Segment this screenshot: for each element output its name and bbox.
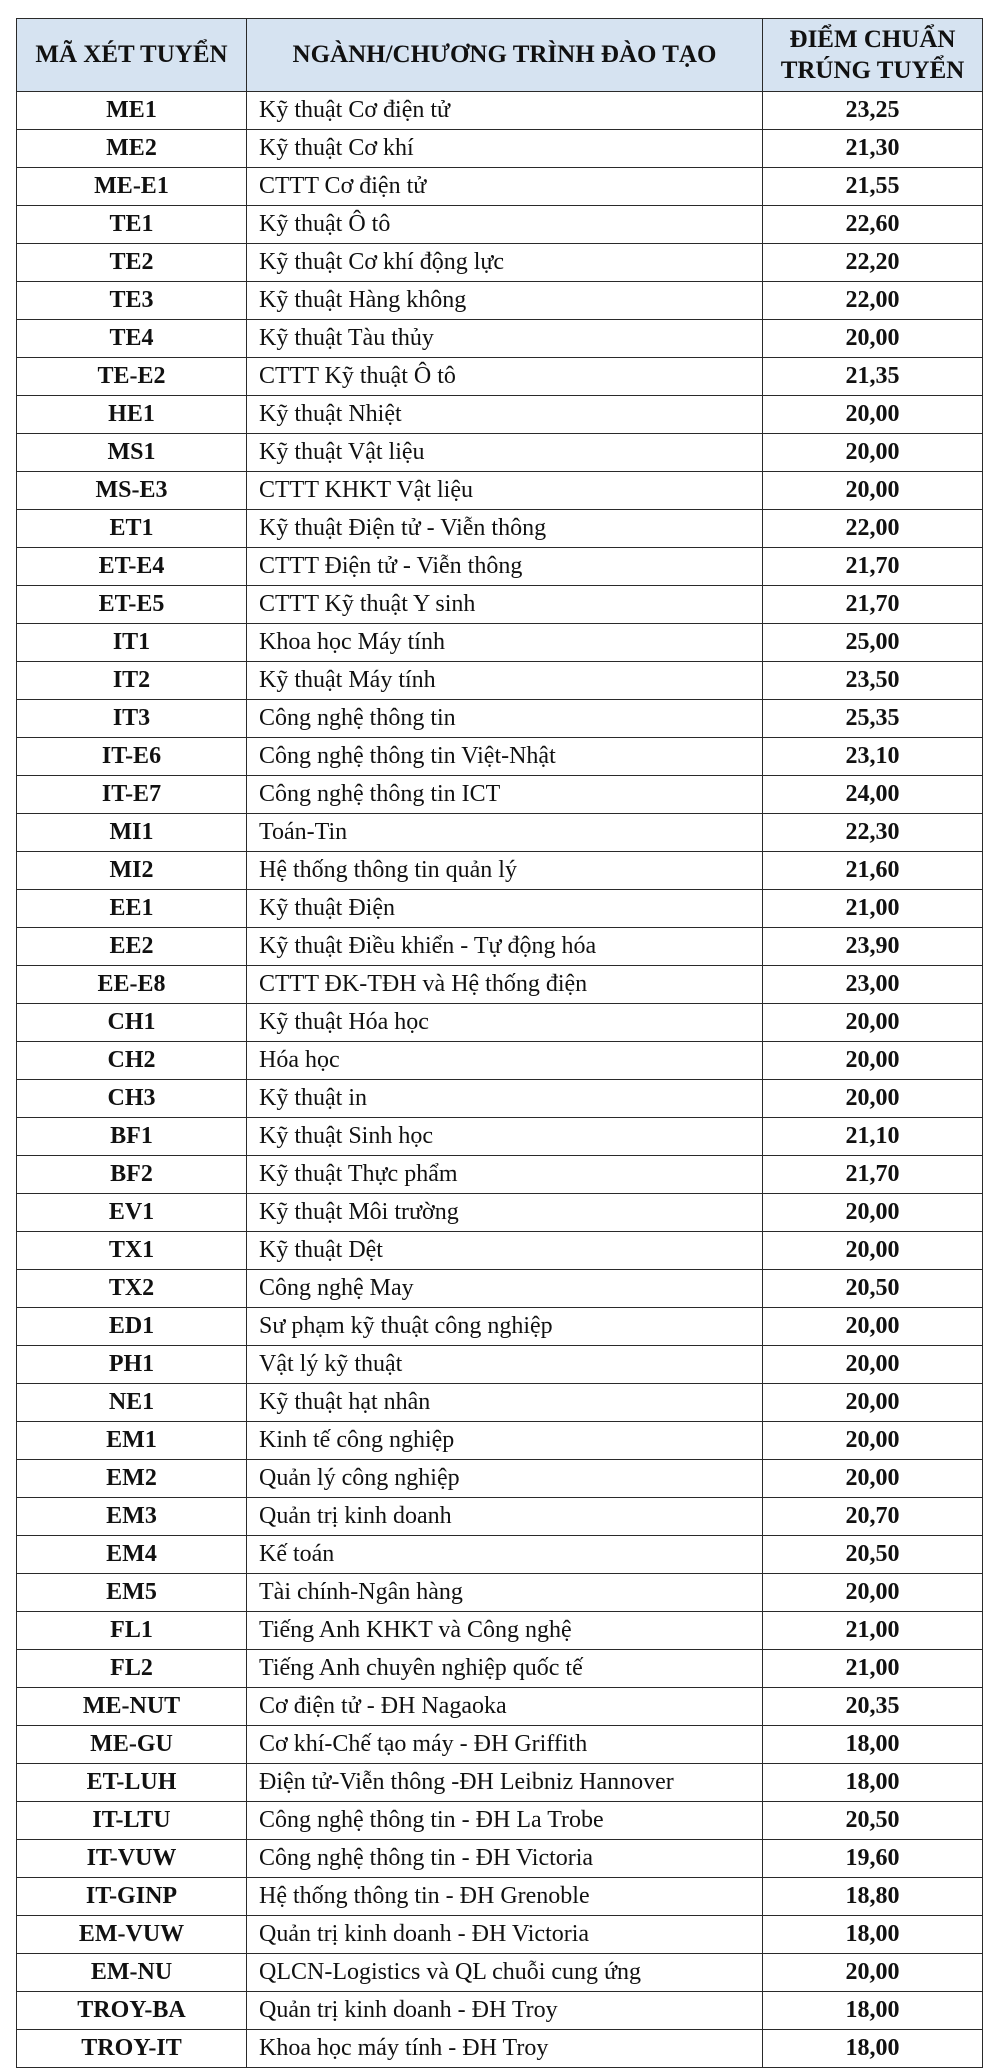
table-row	[17, 282, 983, 320]
program-name-cell: Tài chính-Ngân hàng	[247, 1574, 763, 1612]
program-name-cell: Kỹ thuật hạt nhân	[247, 1384, 763, 1422]
program-code-cell: CH2	[17, 1042, 247, 1080]
program-name-cell: Kỹ thuật Điện	[247, 890, 763, 928]
program-code-cell: TE-E2	[17, 358, 247, 396]
cutoff-score-cell: 21,70	[763, 548, 983, 586]
program-code-cell: BF2	[17, 1156, 247, 1194]
cutoff-score-cell: 20,00	[763, 396, 983, 434]
program-code-cell: ED1	[17, 1308, 247, 1346]
program-code-cell: EM4	[17, 1536, 247, 1574]
program-code-cell: MI1	[17, 814, 247, 852]
program-name-cell: Kỹ thuật Cơ khí động lực	[247, 244, 763, 282]
table-row	[17, 1688, 983, 1726]
table-row	[17, 852, 983, 890]
program-name-cell: Điện tử-Viễn thông -ĐH Leibniz Hannover	[247, 1764, 763, 1802]
table-row	[17, 168, 983, 206]
program-code-cell: EM-NU	[17, 1954, 247, 1992]
table-row	[17, 92, 983, 130]
header-program: NGÀNH/CHƯƠNG TRÌNH ĐÀO TẠO	[247, 19, 763, 92]
program-code-cell: MS-E3	[17, 472, 247, 510]
table-row	[17, 1308, 983, 1346]
program-name-cell: Khoa học Máy tính	[247, 624, 763, 662]
program-code-cell: EE1	[17, 890, 247, 928]
program-name-cell: Quản trị kinh doanh	[247, 1498, 763, 1536]
program-name-cell: Kỹ thuật Ô tô	[247, 206, 763, 244]
program-code-cell: IT-LTU	[17, 1802, 247, 1840]
program-code-cell: FL1	[17, 1612, 247, 1650]
cutoff-score-cell: 24,00	[763, 776, 983, 814]
cutoff-score-cell: 21,60	[763, 852, 983, 890]
cutoff-score-cell: 18,00	[763, 1992, 983, 2030]
cutoff-score-cell: 20,00	[763, 1574, 983, 1612]
table-row	[17, 776, 983, 814]
program-code-cell: FL2	[17, 1650, 247, 1688]
table-row	[17, 1612, 983, 1650]
table-row	[17, 1118, 983, 1156]
table-row	[17, 396, 983, 434]
program-name-cell: Công nghệ thông tin	[247, 700, 763, 738]
program-code-cell: EM1	[17, 1422, 247, 1460]
program-name-cell: Kỹ thuật Hóa học	[247, 1004, 763, 1042]
table-body	[17, 92, 983, 2068]
cutoff-score-cell: 20,00	[763, 1346, 983, 1384]
program-name-cell: Kỹ thuật Hàng không	[247, 282, 763, 320]
program-name-cell: QLCN-Logistics và QL chuỗi cung ứng	[247, 1954, 763, 1992]
cutoff-score-cell: 20,00	[763, 1232, 983, 1270]
table-row	[17, 130, 983, 168]
program-code-cell: EE2	[17, 928, 247, 966]
program-code-cell: NE1	[17, 1384, 247, 1422]
program-name-cell: Quản lý công nghiệp	[247, 1460, 763, 1498]
program-name-cell: Kỹ thuật Thực phẩm	[247, 1156, 763, 1194]
program-name-cell: Công nghệ May	[247, 1270, 763, 1308]
program-name-cell: Kỹ thuật Sinh học	[247, 1118, 763, 1156]
program-code-cell: IT2	[17, 662, 247, 700]
table-row	[17, 1384, 983, 1422]
table-row	[17, 434, 983, 472]
cutoff-score-cell: 20,00	[763, 434, 983, 472]
program-name-cell: Toán-Tin	[247, 814, 763, 852]
cutoff-score-cell: 21,00	[763, 890, 983, 928]
table-header	[17, 19, 983, 92]
program-code-cell: CH1	[17, 1004, 247, 1042]
table-row	[17, 1004, 983, 1042]
program-name-cell: Tiếng Anh chuyên nghiệp quốc tế	[247, 1650, 763, 1688]
cutoff-score-cell: 21,10	[763, 1118, 983, 1156]
table-row	[17, 1042, 983, 1080]
program-name-cell: CTTT Kỹ thuật Y sinh	[247, 586, 763, 624]
table-row	[17, 1194, 983, 1232]
program-name-cell: Kỹ thuật Điều khiển - Tự động hóa	[247, 928, 763, 966]
cutoff-score-cell: 21,70	[763, 586, 983, 624]
program-code-cell: EM3	[17, 1498, 247, 1536]
cutoff-score-cell: 20,00	[763, 1042, 983, 1080]
header-code: MÃ XÉT TUYỂN	[17, 19, 247, 92]
cutoff-score-cell: 20,00	[763, 1460, 983, 1498]
program-name-cell: Công nghệ thông tin ICT	[247, 776, 763, 814]
program-code-cell: CH3	[17, 1080, 247, 1118]
program-name-cell: CTTT KHKT Vật liệu	[247, 472, 763, 510]
table-row	[17, 1574, 983, 1612]
cutoff-score-cell: 20,00	[763, 472, 983, 510]
program-name-cell: Kỹ thuật Điện tử - Viễn thông	[247, 510, 763, 548]
program-code-cell: TE3	[17, 282, 247, 320]
table-row	[17, 814, 983, 852]
program-name-cell: Kỹ thuật Nhiệt	[247, 396, 763, 434]
program-code-cell: TE1	[17, 206, 247, 244]
program-code-cell: ME1	[17, 92, 247, 130]
cutoff-score-cell: 22,00	[763, 510, 983, 548]
table-row	[17, 700, 983, 738]
table-row	[17, 738, 983, 776]
program-code-cell: MI2	[17, 852, 247, 890]
program-name-cell: Kỹ thuật Dệt	[247, 1232, 763, 1270]
program-name-cell: Vật lý kỹ thuật	[247, 1346, 763, 1384]
program-name-cell: Công nghệ thông tin Việt-Nhật	[247, 738, 763, 776]
program-code-cell: TROY-BA	[17, 1992, 247, 2030]
program-code-cell: MS1	[17, 434, 247, 472]
program-code-cell: ME2	[17, 130, 247, 168]
cutoff-score-cell: 23,25	[763, 92, 983, 130]
cutoff-score-cell: 18,00	[763, 1726, 983, 1764]
program-code-cell: ET-E4	[17, 548, 247, 586]
program-code-cell: ET1	[17, 510, 247, 548]
program-code-cell: EV1	[17, 1194, 247, 1232]
cutoff-score-cell: 20,50	[763, 1802, 983, 1840]
admission-scores-table	[16, 18, 983, 2068]
program-code-cell: HE1	[17, 396, 247, 434]
program-name-cell: Kỹ thuật Tàu thủy	[247, 320, 763, 358]
cutoff-score-cell: 20,00	[763, 1422, 983, 1460]
table-row	[17, 1270, 983, 1308]
program-code-cell: ME-E1	[17, 168, 247, 206]
table-row	[17, 1878, 983, 1916]
program-code-cell: IT-VUW	[17, 1840, 247, 1878]
table-row	[17, 472, 983, 510]
table-row	[17, 890, 983, 928]
program-code-cell: TE4	[17, 320, 247, 358]
table-row	[17, 1992, 983, 2030]
program-code-cell: IT-E6	[17, 738, 247, 776]
cutoff-score-cell: 18,00	[763, 1764, 983, 1802]
cutoff-score-cell: 20,50	[763, 1536, 983, 1574]
program-code-cell: IT3	[17, 700, 247, 738]
table-row	[17, 2030, 983, 2068]
table-row	[17, 1232, 983, 1270]
cutoff-score-cell: 23,90	[763, 928, 983, 966]
table-row	[17, 1460, 983, 1498]
program-code-cell: EM5	[17, 1574, 247, 1612]
program-code-cell: ET-E5	[17, 586, 247, 624]
program-name-cell: Kỹ thuật in	[247, 1080, 763, 1118]
cutoff-score-cell: 18,00	[763, 2030, 983, 2068]
table-row	[17, 1726, 983, 1764]
cutoff-score-cell: 20,50	[763, 1270, 983, 1308]
program-name-cell: Tiếng Anh KHKT và Công nghệ	[247, 1612, 763, 1650]
program-name-cell: Cơ điện tử - ĐH Nagaoka	[247, 1688, 763, 1726]
cutoff-score-cell: 20,00	[763, 1194, 983, 1232]
program-name-cell: CTTT Kỹ thuật Ô tô	[247, 358, 763, 396]
program-name-cell: Kỹ thuật Máy tính	[247, 662, 763, 700]
program-name-cell: CTTT Cơ điện tử	[247, 168, 763, 206]
cutoff-score-cell: 21,00	[763, 1650, 983, 1688]
cutoff-score-cell: 25,00	[763, 624, 983, 662]
program-name-cell: Kỹ thuật Môi trường	[247, 1194, 763, 1232]
program-code-cell: EE-E8	[17, 966, 247, 1004]
program-name-cell: Công nghệ thông tin - ĐH Victoria	[247, 1840, 763, 1878]
program-code-cell: TX1	[17, 1232, 247, 1270]
header-score: ĐIỂM CHUẨN TRÚNG TUYỂN	[763, 19, 983, 92]
cutoff-score-cell: 21,70	[763, 1156, 983, 1194]
program-code-cell: ME-NUT	[17, 1688, 247, 1726]
table-row	[17, 624, 983, 662]
program-code-cell: BF1	[17, 1118, 247, 1156]
cutoff-score-cell: 18,80	[763, 1878, 983, 1916]
cutoff-score-cell: 20,00	[763, 1384, 983, 1422]
table-row	[17, 662, 983, 700]
cutoff-score-cell: 20,00	[763, 1954, 983, 1992]
table-row	[17, 244, 983, 282]
program-code-cell: TE2	[17, 244, 247, 282]
table-row	[17, 928, 983, 966]
program-name-cell: Công nghệ thông tin - ĐH La Trobe	[247, 1802, 763, 1840]
program-name-cell: Hệ thống thông tin - ĐH Grenoble	[247, 1878, 763, 1916]
program-name-cell: Quản trị kinh doanh - ĐH Victoria	[247, 1916, 763, 1954]
table-row	[17, 1802, 983, 1840]
cutoff-score-cell: 22,20	[763, 244, 983, 282]
cutoff-score-cell: 25,35	[763, 700, 983, 738]
program-name-cell: Hóa học	[247, 1042, 763, 1080]
program-code-cell: IT-E7	[17, 776, 247, 814]
cutoff-score-cell: 21,55	[763, 168, 983, 206]
table-row	[17, 358, 983, 396]
cutoff-score-cell: 21,35	[763, 358, 983, 396]
program-name-cell: Kỹ thuật Cơ khí	[247, 130, 763, 168]
program-code-cell: EM2	[17, 1460, 247, 1498]
cutoff-score-cell: 23,50	[763, 662, 983, 700]
cutoff-score-cell: 19,60	[763, 1840, 983, 1878]
table-row	[17, 1498, 983, 1536]
cutoff-score-cell: 20,00	[763, 1080, 983, 1118]
program-name-cell: Sư phạm kỹ thuật công nghiệp	[247, 1308, 763, 1346]
table-row	[17, 1536, 983, 1574]
program-code-cell: TX2	[17, 1270, 247, 1308]
program-name-cell: Cơ khí-Chế tạo máy - ĐH Griffith	[247, 1726, 763, 1764]
table-row	[17, 1650, 983, 1688]
program-code-cell: EM-VUW	[17, 1916, 247, 1954]
table-row	[17, 1954, 983, 1992]
cutoff-score-cell: 20,35	[763, 1688, 983, 1726]
table-row	[17, 548, 983, 586]
program-code-cell: TROY-IT	[17, 2030, 247, 2068]
program-name-cell: CTTT Điện tử - Viễn thông	[247, 548, 763, 586]
admission-scores-table-wrapper	[16, 18, 982, 2068]
program-code-cell: IT1	[17, 624, 247, 662]
cutoff-score-cell: 20,00	[763, 1004, 983, 1042]
program-name-cell: Kỹ thuật Vật liệu	[247, 434, 763, 472]
cutoff-score-cell: 20,70	[763, 1498, 983, 1536]
cutoff-score-cell: 21,00	[763, 1612, 983, 1650]
program-code-cell: ET-LUH	[17, 1764, 247, 1802]
program-name-cell: CTTT ĐK-TĐH và Hệ thống điện	[247, 966, 763, 1004]
table-row	[17, 320, 983, 358]
program-name-cell: Hệ thống thông tin quản lý	[247, 852, 763, 890]
cutoff-score-cell: 21,30	[763, 130, 983, 168]
program-code-cell: ME-GU	[17, 1726, 247, 1764]
table-row	[17, 510, 983, 548]
header-row	[17, 19, 983, 92]
program-name-cell: Khoa học máy tính - ĐH Troy	[247, 2030, 763, 2068]
table-row	[17, 1080, 983, 1118]
table-row	[17, 206, 983, 244]
table-row	[17, 966, 983, 1004]
cutoff-score-cell: 22,60	[763, 206, 983, 244]
table-row	[17, 1346, 983, 1384]
cutoff-score-cell: 23,10	[763, 738, 983, 776]
program-name-cell: Quản trị kinh doanh - ĐH Troy	[247, 1992, 763, 2030]
cutoff-score-cell: 20,00	[763, 320, 983, 358]
cutoff-score-cell: 23,00	[763, 966, 983, 1004]
program-code-cell: PH1	[17, 1346, 247, 1384]
program-name-cell: Kinh tế công nghiệp	[247, 1422, 763, 1460]
cutoff-score-cell: 22,00	[763, 282, 983, 320]
table-row	[17, 586, 983, 624]
table-row	[17, 1916, 983, 1954]
table-row	[17, 1156, 983, 1194]
cutoff-score-cell: 18,00	[763, 1916, 983, 1954]
program-name-cell: Kỹ thuật Cơ điện tử	[247, 92, 763, 130]
program-code-cell: IT-GINP	[17, 1878, 247, 1916]
cutoff-score-cell: 20,00	[763, 1308, 983, 1346]
cutoff-score-cell: 22,30	[763, 814, 983, 852]
table-row	[17, 1764, 983, 1802]
program-name-cell: Kế toán	[247, 1536, 763, 1574]
table-row	[17, 1840, 983, 1878]
table-row	[17, 1422, 983, 1460]
